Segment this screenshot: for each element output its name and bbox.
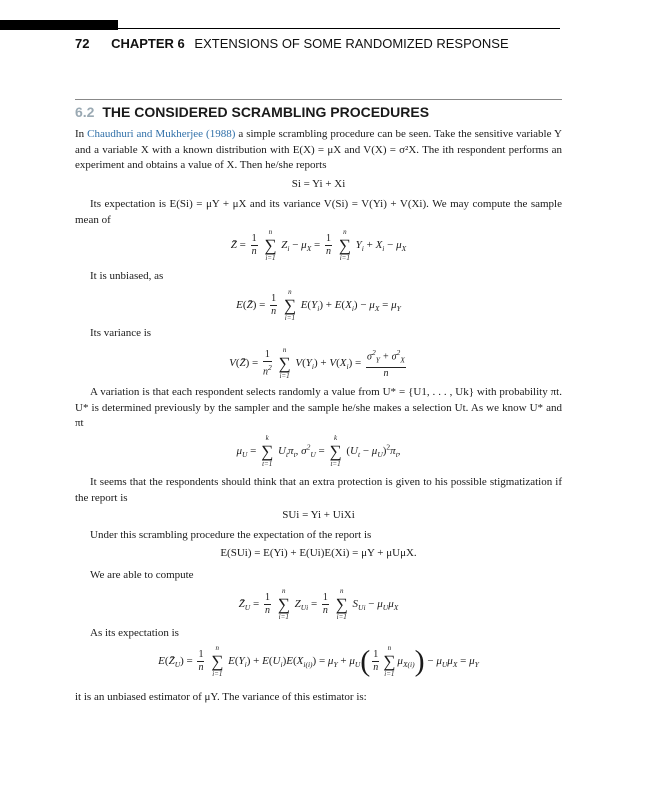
paragraph-intro: In Chaudhuri and Mukherjee (1988) a simple scrambling procedure can be seen. Take the sensitive variable Y and a variable X with a known distribution with E(X) = μX and V(X) = σ²X. The ith respondent performs an experiment and obtains a value of X. Then he/she reports bbox=[75, 128, 562, 171]
header-rule bbox=[0, 28, 560, 29]
equation-mu-u: $\mu_U$ = k ∑ t=1 $U_t\pi_t$, $\sigma^2_U$ = k ∑ t=1 $(U_t - \mu_U)^2\pi_t$, bbox=[236, 434, 401, 468]
paragraph-expectation: Its expectation is E(Si) = μY + μX and its variance V(Si) = V(Yi) + V(Xi). We may compute the sample mean of bbox=[75, 198, 562, 226]
paragraph-protection: It seems that the respondents should think that an extra protection is given to his possible stigmatization if the report is bbox=[75, 476, 562, 504]
equation-expectation-report: E(SUi) = E(Yi) + E(Ui)E(Xi) = μY + μUμX. bbox=[220, 547, 417, 559]
citation-link[interactable]: Chaudhuri and Mukherjee (1988) bbox=[87, 128, 236, 140]
paragraph-variance: Its variance is bbox=[90, 327, 152, 339]
chapter-title: EXTENSIONS OF SOME RANDOMIZED RESPONSE bbox=[194, 36, 509, 51]
equation-zu-expectation: $E(Z̄_U)$ = $\frac{1}{n}$ n ∑ i=1 $E(Y_i) + E(U_i)E(X_{i(i)}) = \mu_Y + \mu_U$( $\frac{1}{n}$ n ∑ i=1 $\mu_{X(i)}) - \mu_U\mu_X = \mu_Y$ bbox=[158, 644, 479, 678]
equation-unbiased: E(Z̄) = $\frac{1}{n}$ n ∑ i=1 $E(Y_i) + E(X_i) - \mu_X = \mu_Y$ bbox=[236, 288, 401, 322]
equation-variance: V(Z̄) = $\frac{1}{n^2}$ n ∑ i=1 $V(Y_i) + V(X_i)$ = $\frac{\sigma^2_Y + \sigma^2_X}{n}$ bbox=[229, 346, 405, 380]
section-heading bbox=[75, 104, 562, 120]
paragraph-expectation-report: Under this scrambling procedure the expectation of the report is bbox=[90, 529, 372, 541]
section-rule bbox=[75, 99, 562, 100]
paragraph-compute: We are able to compute bbox=[90, 569, 194, 581]
page-number: 72 bbox=[75, 36, 90, 51]
paragraph-variation: A variation is that each respondent selects randomly a value from U* = {U1, . . . , Uk} with probability πt. U* is determined previously by the sampler and the sample he/she makes a selection Ut. As we know U* and πt bbox=[75, 386, 562, 429]
section-number: 6.2 bbox=[75, 104, 95, 120]
equation-scrambled-report: SUi = Yi + UiXi bbox=[282, 509, 355, 521]
paragraph-unbiased-estimator: it is an unbiased estimator of μY. The variance of this estimator is: bbox=[75, 691, 367, 703]
chapter-label: CHAPTER 6 bbox=[111, 36, 185, 51]
equation-zu-mean: $Z̄_U$ = $\frac{1}{n}$ n ∑ i=1 $Z_{Ui}$ = $\frac{1}{n}$ n ∑ i=1 $S_{Ui} - \mu_U\mu_X$ bbox=[238, 587, 399, 621]
paragraph-its-expectation: As its expectation is bbox=[90, 627, 179, 639]
running-head bbox=[75, 36, 575, 51]
paragraph-unbiased: It is unbiased, as bbox=[90, 270, 164, 282]
section-title: THE CONSIDERED SCRAMBLING PROCEDURES bbox=[102, 104, 430, 120]
equation-report: Si = Yi + Xi bbox=[291, 178, 346, 190]
equation-sample-mean: Z̄ = $\frac{1}{n}$ n ∑ i=1 $Z_i - \mu_X$ = $\frac{1}{n}$ n ∑ i=1 $Y_i + X_i - \mu_X$ bbox=[230, 228, 407, 262]
